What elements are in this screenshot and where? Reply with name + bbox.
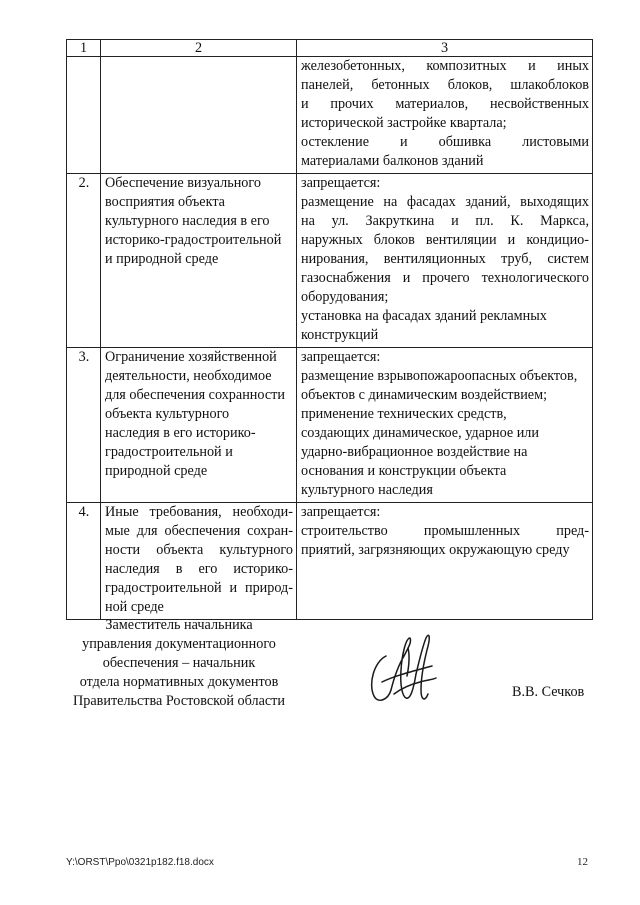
requirement-name-cell	[101, 57, 297, 174]
table-row	[67, 503, 593, 620]
text-line: Обеспечение визуального	[105, 175, 261, 191]
prohibition-cell	[297, 174, 593, 348]
text-line: оборудования;	[301, 289, 389, 305]
text-line: историко-градостроительной	[105, 232, 282, 248]
header-cell-2: 2	[101, 40, 297, 57]
text-line: размещение взрывопожароопасных объектов,	[301, 368, 578, 384]
text-line: запрещается:	[301, 504, 381, 520]
text-line: размещение на фасадах зданий, выходящих	[301, 194, 589, 210]
signer-position-line: управления документационного	[82, 636, 276, 652]
text-line: панелей, бетонных блоков, шлакоблоков	[301, 77, 589, 93]
row-number: 2.	[67, 174, 101, 348]
text-line: культурного наследия	[301, 482, 433, 498]
text-line: и природной среде	[105, 251, 219, 267]
text-line: ударно-вибрационное воздействие на	[301, 444, 528, 460]
prohibition-cell	[297, 503, 593, 620]
text-line: приятий, загрязняющих окружающую среду	[301, 542, 570, 558]
file-path: Y:\ORST\Ppo\0321p182.f18.docx	[66, 857, 214, 868]
signer-name: В.В. Сечков	[512, 684, 585, 700]
header-cell-3: 3	[297, 40, 593, 57]
text-line: установка на фасадах зданий рекламных	[301, 308, 547, 324]
text-line: наружных блоков вентиляции и кондицио-	[301, 232, 589, 248]
text-line: восприятия объекта	[105, 194, 225, 210]
text-line: ной среде	[105, 599, 164, 615]
text-line: деятельности, необходимое	[105, 368, 272, 384]
text-line: градостроительной и природ-	[105, 580, 293, 596]
table-row	[67, 57, 593, 174]
row-number: 4.	[67, 503, 101, 620]
row-number: 3.	[67, 348, 101, 503]
requirement-name-cell	[101, 348, 297, 503]
table-row	[67, 174, 593, 348]
signer-position-line: Заместитель начальника	[105, 617, 253, 633]
page-number: 12	[577, 856, 588, 868]
text-line: запрещается:	[301, 175, 381, 191]
text-line: газоснабжения и прочего технологического	[301, 270, 589, 286]
handwritten-signature	[364, 626, 444, 712]
text-line: нирования, вентиляционных труб, систем	[301, 251, 589, 267]
text-line: исторической застройке квартала;	[301, 115, 507, 131]
text-line: объектов с динамическим воздействием;	[301, 387, 548, 403]
text-line: наследия в его историко-	[105, 425, 256, 441]
table-row	[67, 348, 593, 503]
text-line: мые для обеспечения сохран-	[105, 523, 293, 539]
text-line: применение технических средств,	[301, 406, 507, 422]
text-line: ности объекта культурного	[105, 542, 293, 558]
text-line: Иные требования, необходи-	[105, 504, 293, 520]
text-line: культурного наследия в его	[105, 213, 270, 229]
text-line: природной среде	[105, 463, 208, 479]
signer-position-line: обеспечения – начальник	[102, 655, 256, 671]
requirement-name-cell	[101, 503, 297, 620]
text-line: Ограничение хозяйственной	[105, 349, 277, 365]
text-line: создающих динамическое, ударное или	[301, 425, 539, 441]
text-line: строительство промышленных пред-	[301, 523, 589, 539]
signer-position	[60, 616, 298, 711]
text-line: основания и конструкции объекта	[301, 463, 507, 479]
text-line: на ул. Закруткина и пл. К. Маркса,	[301, 213, 589, 229]
text-line: запрещается:	[301, 349, 381, 365]
text-line: объекта культурного	[105, 406, 230, 422]
prohibition-cell	[297, 348, 593, 503]
text-line: материалами балконов зданий	[301, 153, 484, 169]
requirements-table	[66, 39, 593, 620]
text-line: наследия в его историко-	[105, 561, 293, 577]
signer-position-line: отдела нормативных документов	[79, 674, 279, 690]
text-line: железобетонных, композитных и иных	[301, 58, 589, 74]
prohibition-cell	[297, 57, 593, 174]
text-line: для обеспечения сохранности	[105, 387, 285, 403]
text-line: конструкций	[301, 327, 379, 343]
text-line: остекление и обшивка листовыми	[301, 134, 589, 150]
requirement-name-cell	[101, 174, 297, 348]
row-number	[67, 57, 101, 174]
signer-position-line: Правительства Ростовской области	[73, 693, 285, 709]
table-header-row	[67, 40, 593, 57]
text-line: градостроительной и	[105, 444, 233, 460]
header-cell-1: 1	[67, 40, 101, 57]
text-line: и прочих материалов, несвойственных	[301, 96, 589, 112]
